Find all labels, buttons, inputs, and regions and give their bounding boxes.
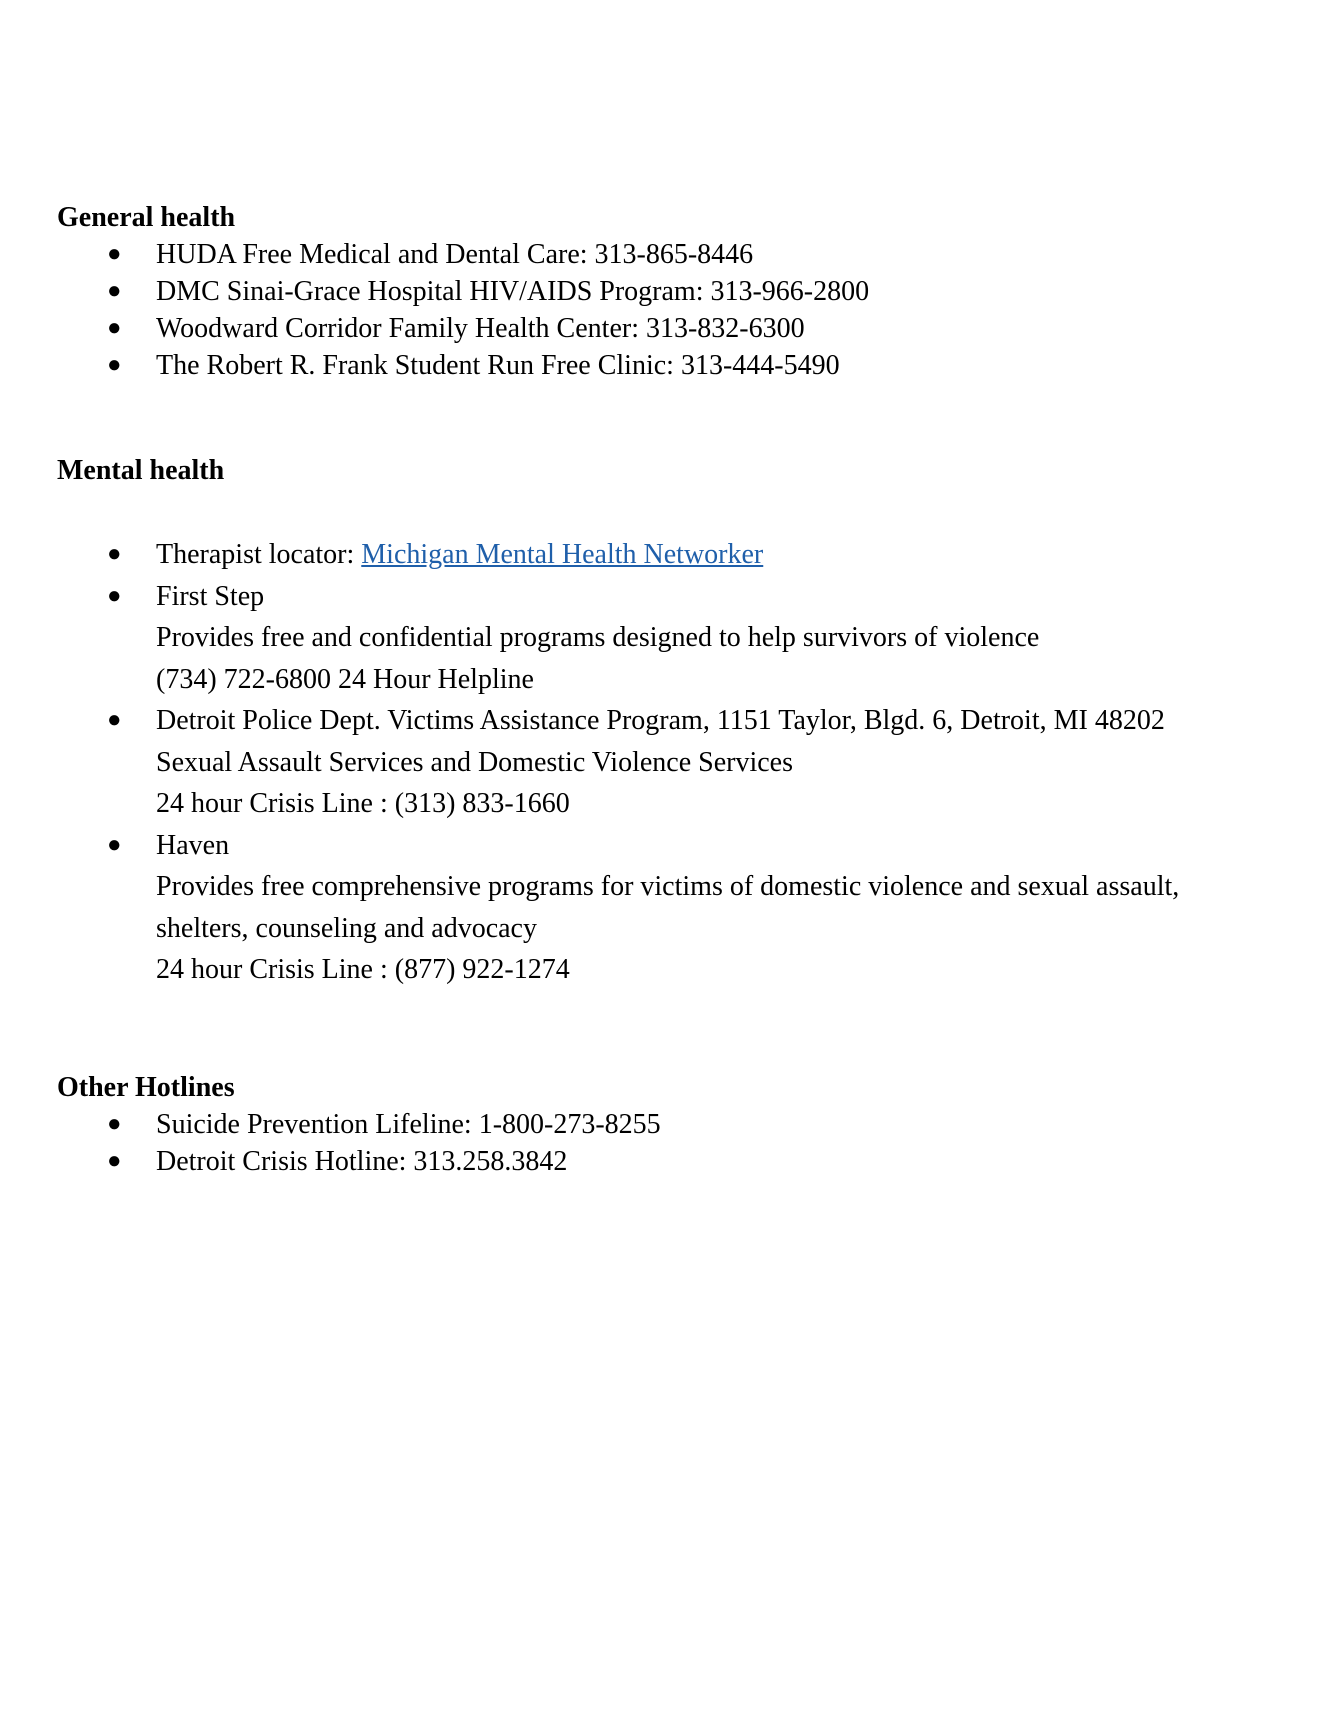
mental-health-heading: Mental health [57,455,225,486]
haven-crisis-line: 24 hour Crisis Line : (877) 922-1274 [156,954,570,985]
list-item [0,310,869,347]
list-item-text: The Robert R. Frank Student Run Free Clinic: 313-444-5490 [156,350,840,381]
haven-description-line-2: shelters, counseling and advocacy [156,912,537,944]
list-item-first-step [0,576,1179,701]
list-item-text: Detroit Crisis Hotline: 313.258.3842 [156,1146,568,1177]
mental-health-list [0,534,1179,991]
list-item-text: Woodward Corridor Family Health Center: 313-832-6300 [156,313,805,344]
other-hotlines-heading: Other Hotlines [57,1072,235,1103]
bullet-icon: ● [107,1148,122,1174]
list-item [0,1143,661,1180]
list-item [0,347,869,384]
first-step-name: First Step [156,580,265,612]
first-step-helpline: (734) 722-6800 24 Hour Helpline [156,663,534,695]
haven-description-line-1: Provides free comprehensive programs for victims of domestic violence and sexual assault, [156,871,1180,902]
list-item-detroit-police [0,700,1179,825]
therapist-locator-label: Therapist locator: [156,539,362,570]
list-item [0,273,869,310]
detroit-police-name: Detroit Police Dept. Victims Assistance Program, 1151 Taylor, Blgd. 6, Detroit, MI 48202 [156,705,1165,736]
bullet-icon: ● [107,1111,122,1137]
bullet-icon: ● [107,831,122,858]
list-item-text: DMC Sinai-Grace Hospital HIV/AIDS Program: 313-966-2800 [156,276,870,307]
other-hotlines-list [0,1106,661,1180]
bullet-icon: ● [107,582,122,609]
detroit-police-crisis-line: 24 hour Crisis Line : (313) 833-1660 [156,788,570,819]
haven-name: Haven [156,829,230,861]
bullet-icon: ● [107,315,122,341]
bullet-icon: ● [107,541,122,567]
detroit-police-services: Sexual Assault Services and Domestic Violence Services [156,746,793,778]
michigan-mental-health-networker-link[interactable]: Michigan Mental Health Networker [361,539,764,570]
list-item-therapist-locator [0,534,1179,576]
bullet-icon: ● [107,352,122,378]
bullet-icon: ● [107,241,122,267]
list-item [0,1106,661,1143]
bullet-icon: ● [107,278,122,304]
first-step-description: Provides free and confidential programs designed to help survivors of violence [156,622,1040,653]
general-health-heading: General health [57,202,236,233]
list-item-haven [0,825,1179,991]
list-item-text: Suicide Prevention Lifeline: 1-800-273-8255 [156,1109,661,1140]
general-health-list [0,236,869,384]
list-item-text: HUDA Free Medical and Dental Care: 313-865-8446 [156,239,754,270]
bullet-icon: ● [107,707,122,733]
list-item [0,236,869,273]
